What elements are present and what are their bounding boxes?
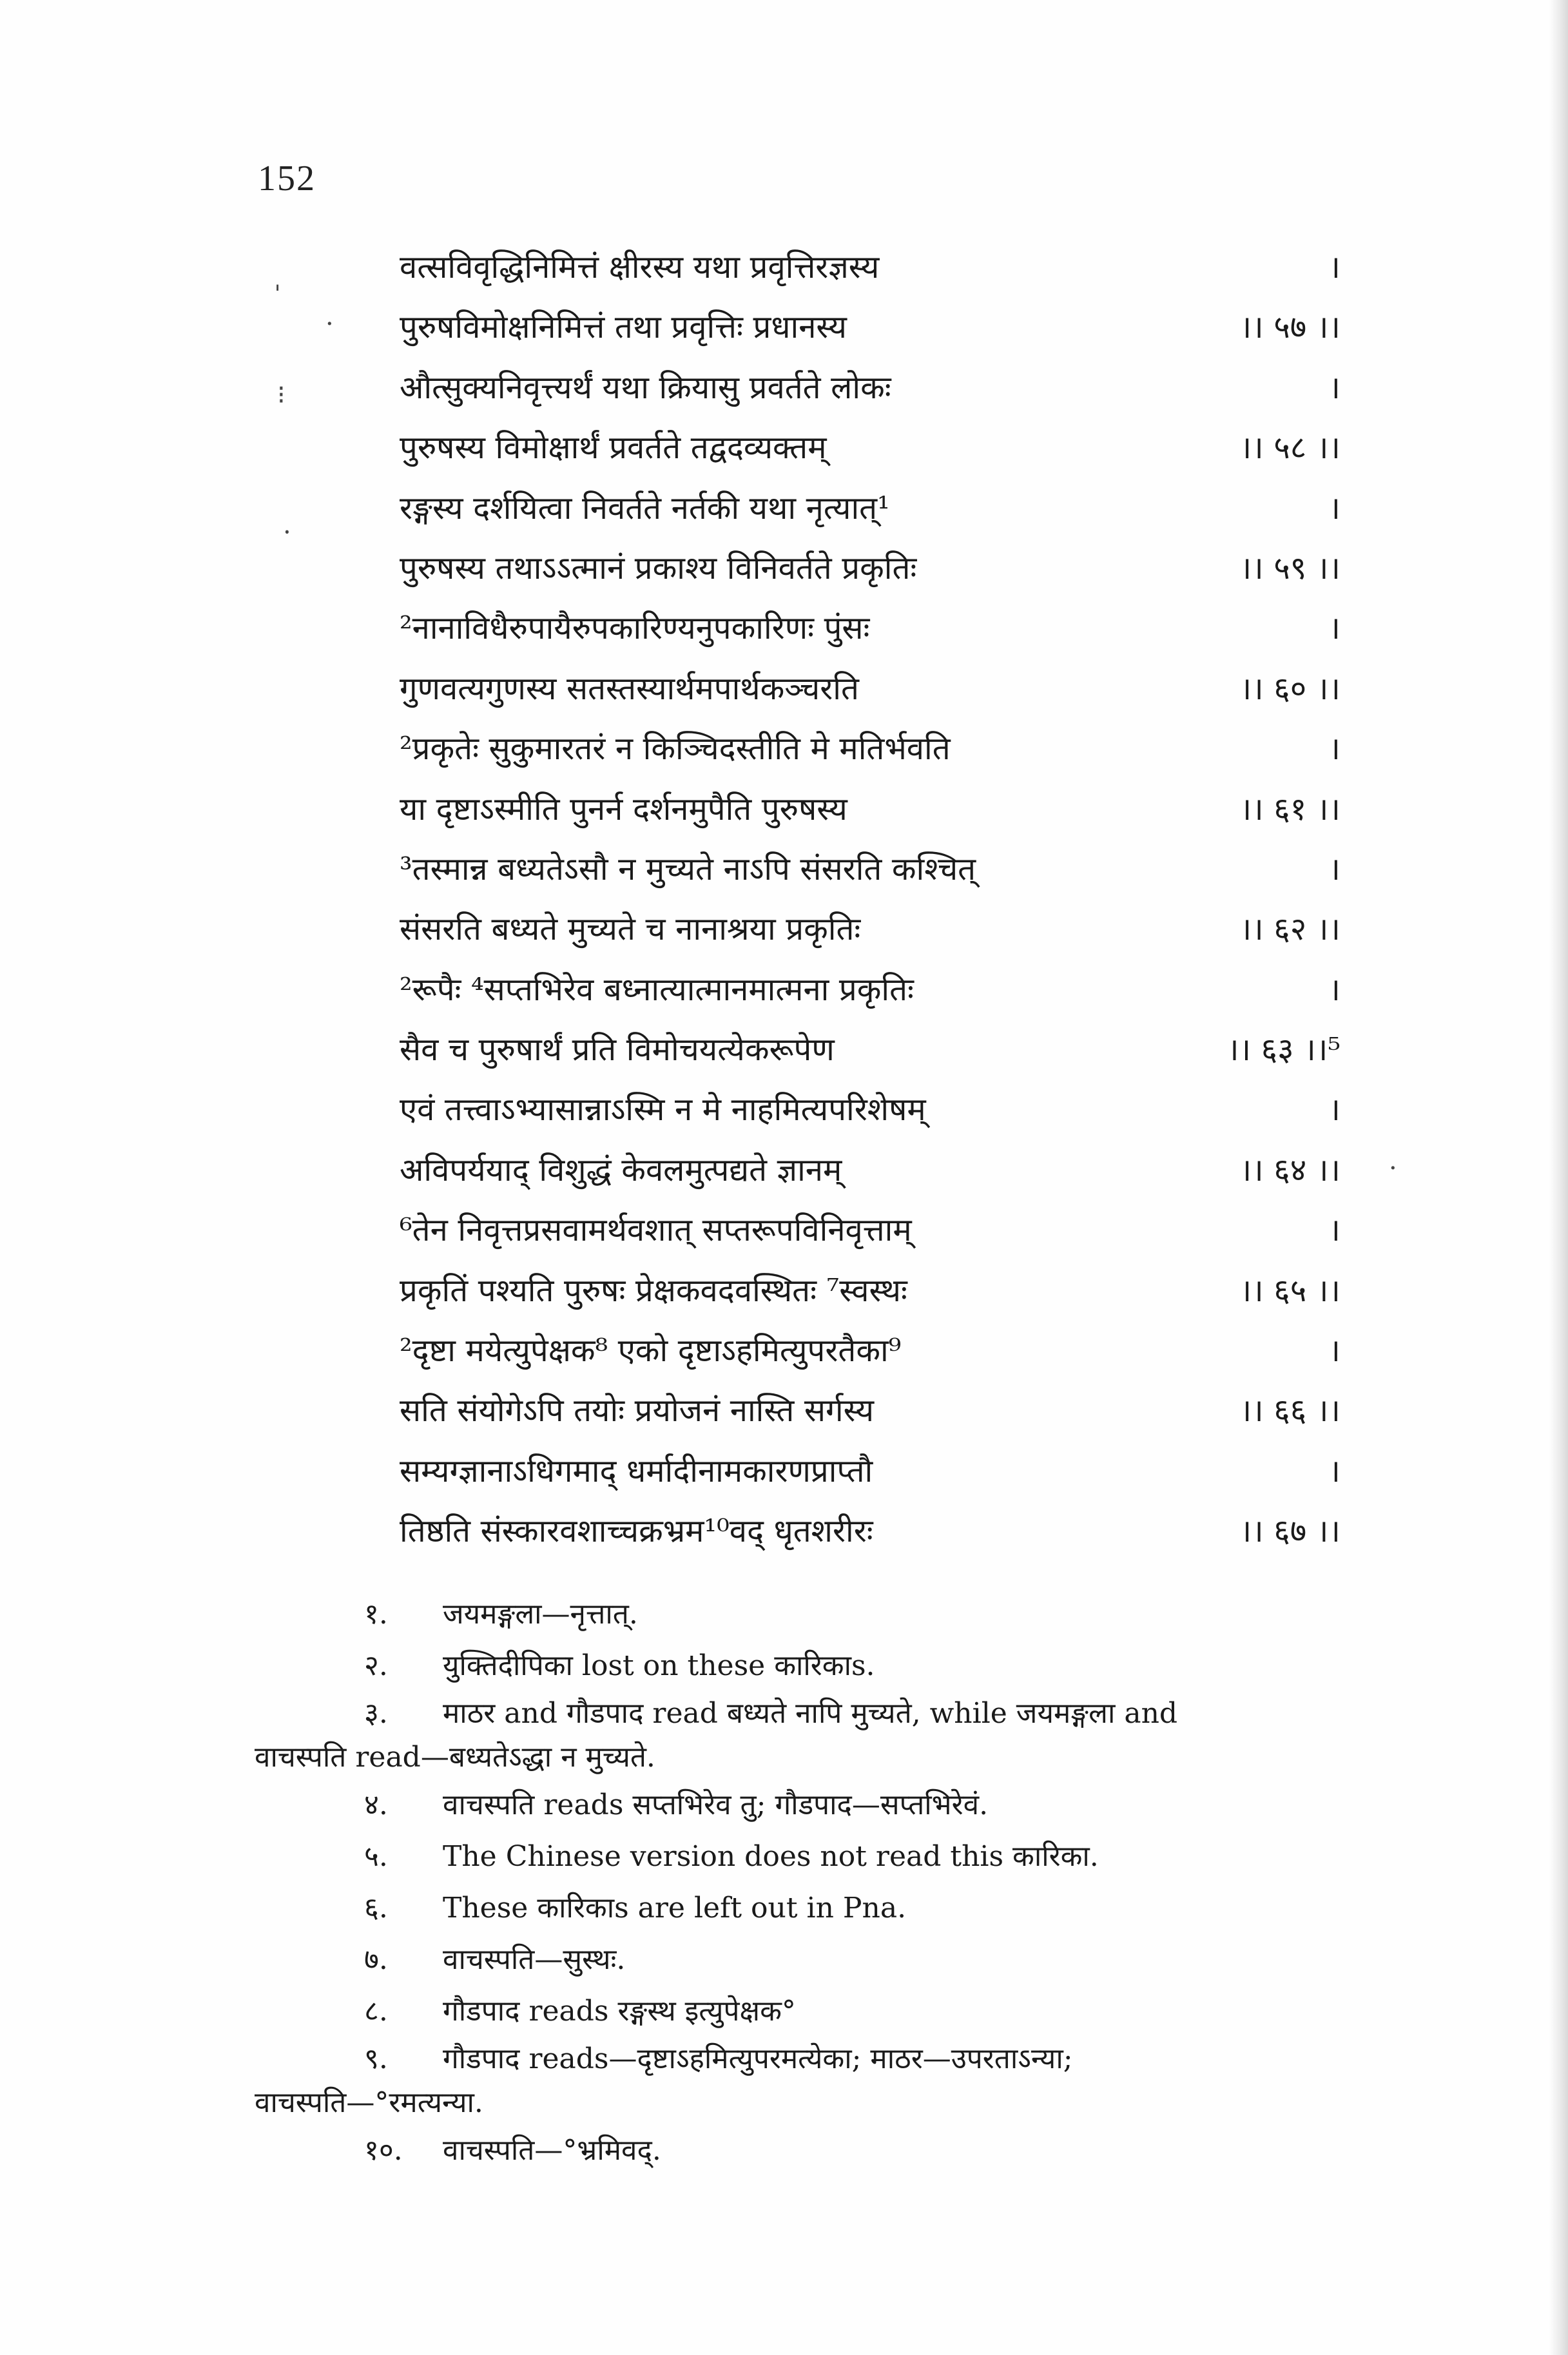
verse-line	[400, 245, 1341, 305]
footnote-number: १.	[364, 1598, 388, 1631]
verse-text: ²नानाविधैरुपायैरुपकारिण्यनुपकारिणः पुंसः	[400, 610, 870, 647]
margin-speck: ·	[1389, 1154, 1397, 1183]
verse-line	[400, 1509, 1341, 1569]
verse-number: ।	[1328, 1091, 1341, 1129]
verse-number: ।	[1328, 850, 1341, 887]
verse-text: ²दृष्टा मयेत्युपेक्षक⁸ एको दृष्टाऽहमित्युपरतैका⁹	[400, 1332, 902, 1370]
verse-text: या दृष्टाऽस्मीति पुनर्न दर्शनमुपैति पुरुषस्य	[400, 790, 847, 828]
verse-line	[400, 1328, 1341, 1388]
footnote-number: ७.	[364, 1943, 388, 1976]
verse-line	[400, 787, 1341, 847]
margin-speck: ·	[325, 309, 334, 339]
footnote	[255, 1692, 1428, 1779]
verse-line	[400, 967, 1341, 1027]
footnote-number: ९.	[364, 2042, 388, 2075]
verse-number: ।। ६४ ।।	[1239, 1151, 1341, 1188]
verse-text: औत्सुक्यनिवृत्त्यर्थं यथा क्रियासु प्रवर्तते लोकः	[400, 369, 891, 406]
footnote-number: ४.	[364, 1788, 388, 1821]
verse-number: ।। ६३ ।।⁵	[1226, 1031, 1341, 1069]
verse-text: ³तस्मान्न बध्यतेऽसौ न मुच्यते नाऽपि संसरति कश्चित्	[400, 850, 976, 887]
verse-text: वत्सविवृद्धिनिमित्तं क्षीरस्य यथा प्रवृत्तिरज्ञस्य	[400, 249, 880, 286]
margin-speck: ⁝	[277, 380, 286, 410]
verse-number: ।। ६५ ।।	[1239, 1272, 1341, 1309]
verse-text: पुरुषविमोक्षनिमित्तं तथा प्रवृत्तिः प्रधानस्य	[400, 309, 847, 346]
footnote	[255, 2037, 1428, 2125]
footnote	[255, 1986, 1428, 2037]
footnote-text: गौडपाद reads—दृष्टाऽहमित्युपरमत्येका; माठर—उपरताऽन्या;	[443, 2042, 1073, 2075]
verse-text: ⁶तेन निवृत्तप्रसवामर्थवशात् सप्तरूपविनिवृत्ताम्	[400, 1212, 912, 1249]
verse-number: ।	[1328, 1452, 1341, 1489]
verse-text: गुणवत्यगुणस्य सतस्तस्यार्थमपार्थकञ्चरति	[400, 670, 859, 707]
verse-text: सैव च पुरुषार्थं प्रति विमोचयत्येकरूपेण	[400, 1031, 835, 1069]
verse-number: ।	[1328, 489, 1341, 527]
footnote-text: वाचस्पति—°भ्रमिवद्.	[443, 2134, 661, 2167]
verse-line	[400, 847, 1341, 907]
footnote-number: ३.	[364, 1697, 388, 1730]
verse-text: पुरुषस्य विमोक्षार्थं प्रवर्तते तद्वदव्यक्तम्	[400, 429, 827, 467]
footnote	[255, 1934, 1428, 1986]
footnote	[255, 2125, 1428, 2176]
verse-line	[400, 1208, 1341, 1268]
footnote	[255, 1883, 1428, 1934]
footnote-text: जयमङ्गला—नृत्तात्.	[443, 1598, 638, 1631]
footnote	[255, 1831, 1428, 1883]
verse-number: ।। ५७ ।।	[1239, 309, 1341, 346]
footnote	[255, 1589, 1428, 1640]
footnote-text: वाचस्पति reads सप्तभिरेव तु; गौडपाद—सप्तभिरेवं.	[443, 1788, 989, 1821]
verse-text: पुरुषस्य तथाऽऽत्मानं प्रकाश्य विनिवर्तते प्रकृतिः	[400, 549, 917, 586]
verse-line	[400, 1449, 1341, 1509]
verse-text: सति संयोगेऽपि तयोः प्रयोजनं नास्ति सर्गस्य	[400, 1392, 875, 1429]
verse-number: ।। ६२ ।।	[1239, 911, 1341, 948]
verse-text: ²प्रकृतेः सुकुमारतरं न किञ्चिदस्तीति मे मतिर्भवति	[400, 730, 951, 768]
verse-number: ।	[1328, 369, 1341, 406]
verse-line	[400, 726, 1341, 786]
page-edge-shadow	[1549, 0, 1568, 2355]
verse-number: ।। ६६ ।।	[1239, 1392, 1341, 1429]
verse-line	[400, 486, 1341, 546]
verse-number: ।	[1328, 730, 1341, 768]
verse-number: ।	[1328, 249, 1341, 286]
verse-number: ।	[1328, 1332, 1341, 1370]
verse-number: ।	[1328, 1212, 1341, 1249]
verse-line	[400, 907, 1341, 967]
verse-text: ²रूपैः ⁴सप्तभिरेव बध्नात्यात्मानमात्मना प्रकृतिः	[400, 971, 914, 1008]
verse-number: ।। ६७ ।।	[1239, 1513, 1341, 1550]
footnote-number: ५.	[364, 1840, 388, 1873]
verse-number: ।। ६१ ।।	[1239, 790, 1341, 828]
footnote	[255, 1779, 1428, 1831]
margin-speck: ⸳	[284, 514, 291, 543]
verse-number: ।। ६० ।।	[1239, 670, 1341, 707]
verse-line	[400, 606, 1341, 666]
verse-line	[400, 666, 1341, 726]
verse-line	[400, 1268, 1341, 1328]
margin-speck: ˌ	[274, 264, 281, 294]
verse-line	[400, 305, 1341, 365]
verse-text: प्रकृतिं पश्यति पुरुषः प्रेक्षकवदवस्थितः ⁷स्वस्थः	[400, 1272, 907, 1309]
verse-text: रङ्गस्य दर्शयित्वा निवर्तते नर्तकी यथा नृत्यात्¹	[400, 489, 890, 527]
footnote	[255, 1640, 1428, 1692]
footnote-text: The Chinese version does not read this कारिका.	[443, 1840, 1099, 1873]
verse-text: संसरति बध्यते मुच्यते च नानाश्रया प्रकृतिः	[400, 911, 861, 948]
footnote-continuation: वाचस्पति—°रमत्यन्या.	[255, 2086, 483, 2119]
verse-line	[400, 365, 1341, 425]
verse-line	[400, 546, 1341, 606]
verse-line	[400, 1148, 1341, 1208]
verse-line	[400, 1027, 1341, 1087]
verse-text: अविपर्ययाद् विशुद्धं केवलमुत्पद्यते ज्ञानम्	[400, 1151, 842, 1188]
page-number: 152	[258, 159, 316, 199]
footnote-text: वाचस्पति—सुस्थः.	[443, 1943, 626, 1976]
verse-text: तिष्ठति संस्कारवशाच्चक्रभ्रम¹⁰वद् धृतशरीरः	[400, 1513, 873, 1550]
verse-text: सम्यग्ज्ञानाऽधिगमाद् धर्मादीनामकारणप्राप्तौ	[400, 1452, 873, 1489]
footnotes	[255, 1589, 1428, 2176]
verse-number: ।	[1328, 971, 1341, 1008]
verse-number: ।। ५९ ।।	[1239, 549, 1341, 586]
footnote-number: ८.	[364, 1995, 388, 2028]
footnote-continuation: वाचस्पति read—बध्यतेऽद्धा न मुच्यते.	[255, 1741, 655, 1774]
verse-line	[400, 425, 1341, 485]
footnote-number: १०.	[364, 2134, 403, 2167]
footnote-text: These कारिकाs are left out in Pna.	[443, 1892, 907, 1924]
footnote-number: २.	[364, 1649, 388, 1682]
footnote-text: माठर and गौडपाद read बध्यते नापि मुच्यते, while जयमङ्गला and	[443, 1697, 1178, 1730]
footnote-text: गौडपाद reads रङ्गस्थ इत्युपेक्षक°	[443, 1995, 796, 2028]
footnote-number: ६.	[364, 1892, 388, 1924]
verse-number: ।। ५८ ।।	[1239, 429, 1341, 467]
verse-line	[400, 1388, 1341, 1448]
verse-block	[400, 245, 1341, 1569]
verse-line	[400, 1087, 1341, 1147]
verse-number: ।	[1328, 610, 1341, 647]
footnote-text: युक्तिदीपिका lost on these कारिकाs.	[443, 1649, 875, 1682]
verse-text: एवं तत्त्वाऽभ्यासान्नाऽस्मि न मे नाहमित्यपरिशेषम्	[400, 1091, 926, 1129]
